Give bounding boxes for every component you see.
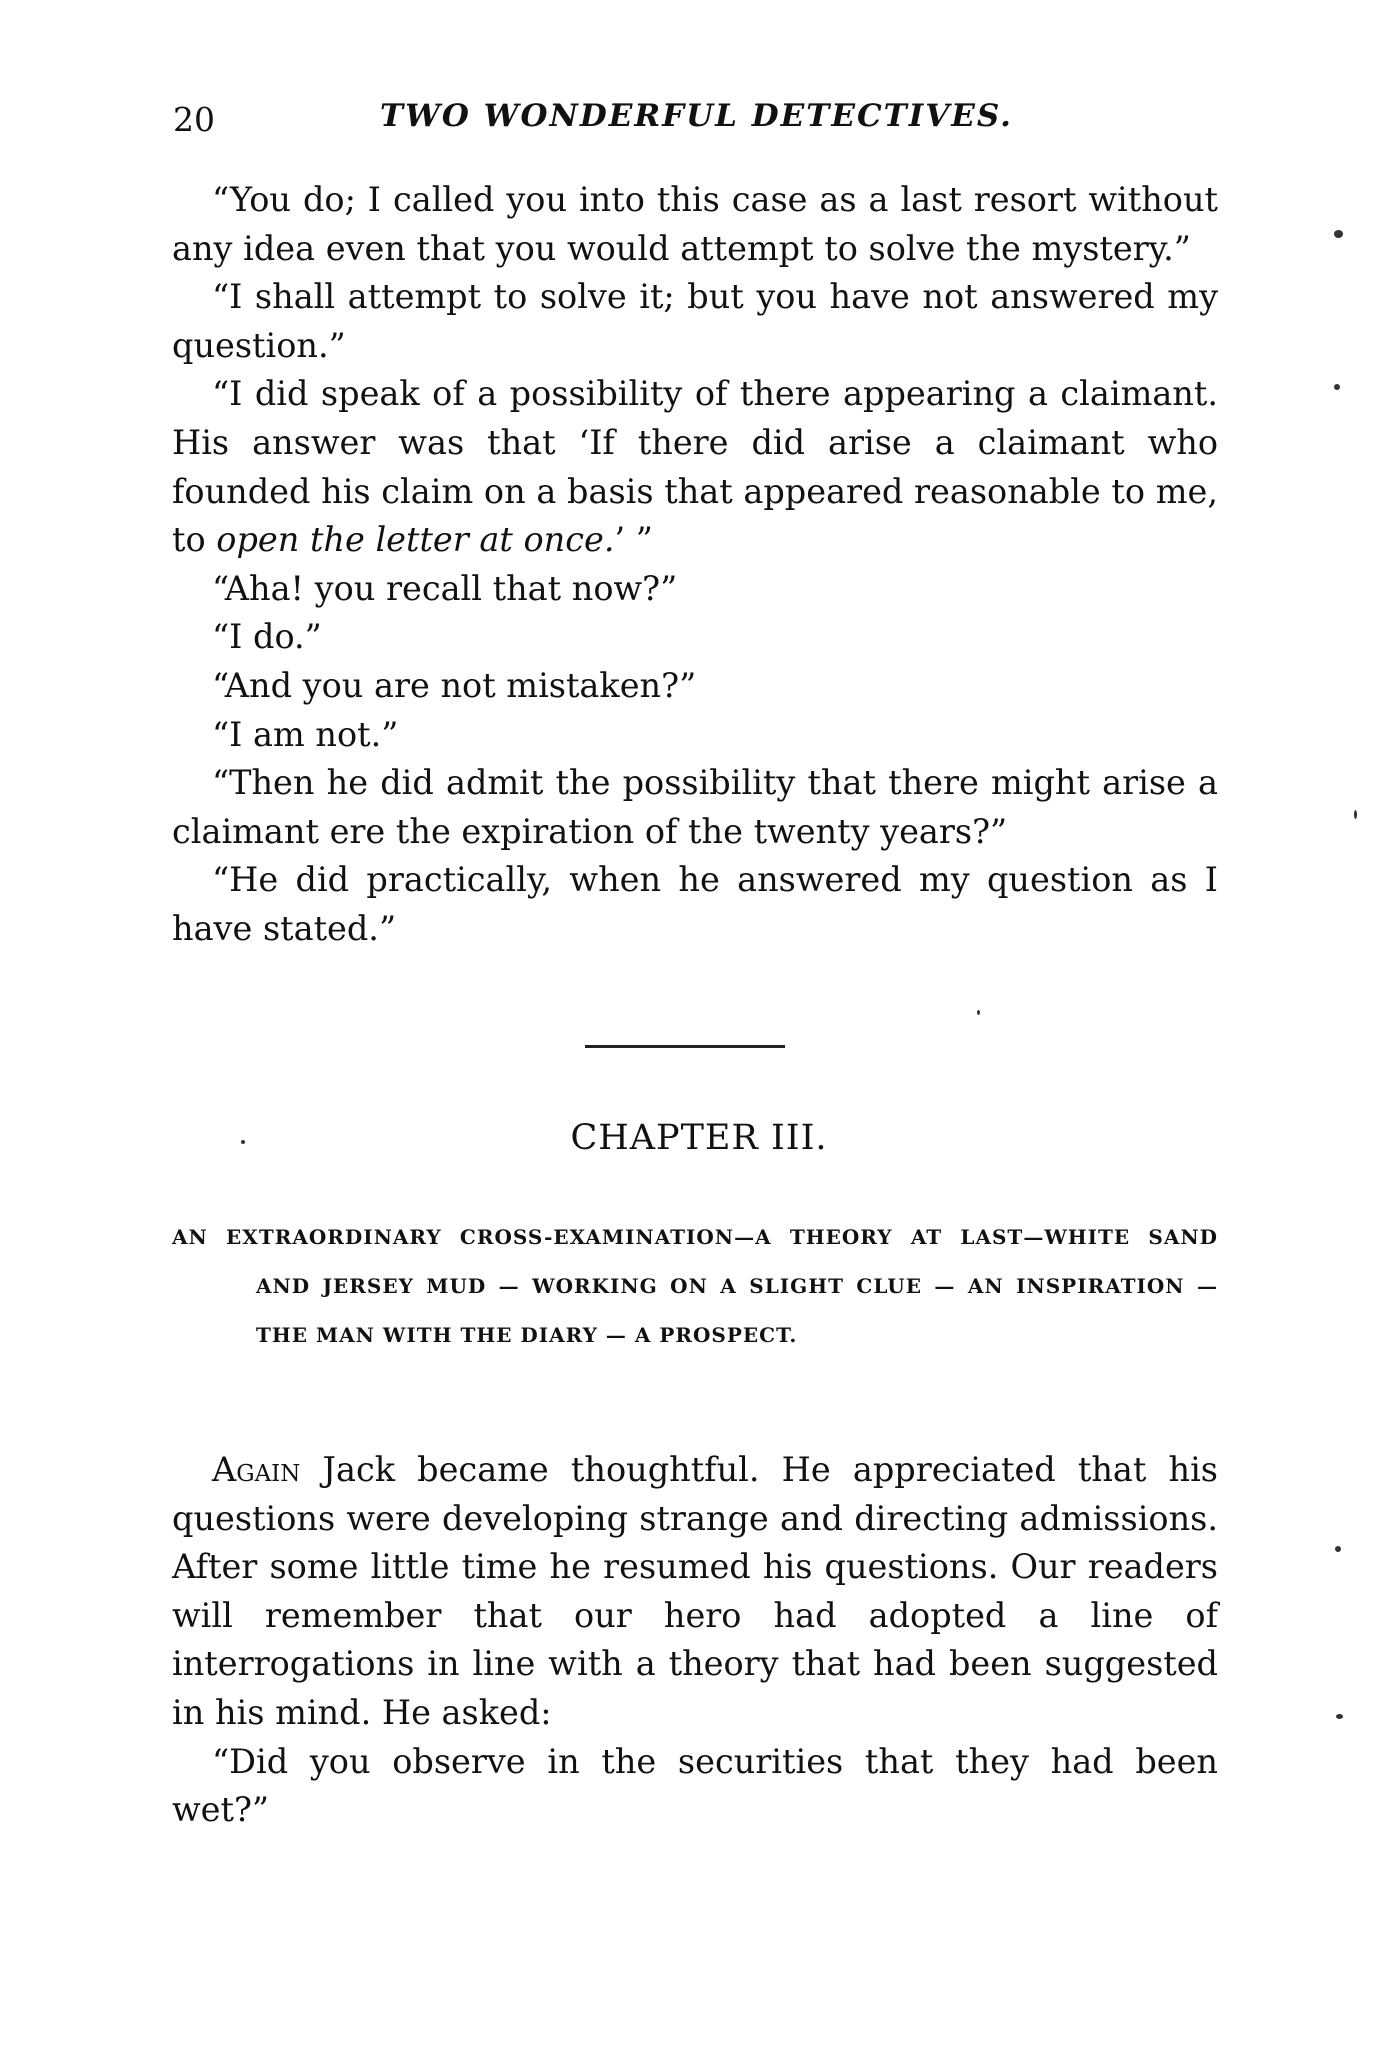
ink-speck bbox=[1335, 1546, 1341, 1552]
paragraph-text: “I did speak of a possibility of there appearing a claimant. His answer was that ‘If there did arise a claimant who founded his claim on a basis that appeared reasonable to me, to bbox=[172, 374, 1218, 560]
ink-speck bbox=[1334, 230, 1343, 238]
paragraph: “Then he did admit the possibility that there might arise a claimant ere the expiration of the twenty years?” bbox=[172, 763, 1218, 851]
narrative-section bbox=[172, 1446, 1218, 1835]
paragraph: “I am not.” bbox=[212, 714, 399, 754]
ink-speck bbox=[1354, 810, 1357, 819]
paragraph: “I shall attempt to solve it; but you have not answered my question.” bbox=[172, 277, 1218, 365]
ink-speck bbox=[241, 1140, 245, 1144]
paragraph-text: ’ ” bbox=[614, 520, 653, 560]
paragraph bbox=[172, 1446, 1218, 1738]
paragraph: “Did you observe in the securities that they had been wet?” bbox=[172, 1741, 1218, 1830]
ink-speck bbox=[1336, 1714, 1343, 1719]
paragraph: “You do; I called you into this case as a last resort without any idea even that you would attempt to solve the mystery.” bbox=[172, 180, 1218, 268]
dialogue-section bbox=[172, 176, 1218, 954]
opening-word: Again bbox=[212, 1450, 301, 1489]
chapter-title: CHAPTER III. bbox=[570, 1118, 828, 1158]
chapter-synopsis: AN EXTRAORDINARY CROSS-EXAMINATION—A THEORY AT LAST—WHITE SAND AND JERSEY MUD — WORKING ON A SLIGHT CLUE — AN INSPIRATION — THE MAN WITH THE DIARY — A PROSPECT. bbox=[172, 1225, 1218, 1347]
page-number: 20 bbox=[173, 100, 215, 139]
section-divider bbox=[585, 1045, 785, 1048]
emphasized-text: open the letter at once. bbox=[216, 520, 615, 560]
paragraph: “He did practically, when he answered my question as I have stated.” bbox=[172, 860, 1218, 948]
running-head: TWO WONDERFUL DETECTIVES. bbox=[380, 98, 1013, 134]
ink-speck bbox=[1334, 384, 1340, 390]
paragraph bbox=[172, 370, 1218, 564]
paragraph: “Aha! you recall that now?” bbox=[212, 568, 678, 608]
paragraph-text: Jack became thoughtful. He appreciated that his questions were developing strange and directing admissions. After some little time he resumed his questions. Our readers will remember that our hero had adopted a line of interrogations in line with a theory that had been suggested in his mind. He asked: bbox=[172, 1450, 1218, 1732]
paragraph: “And you are not mistaken?” bbox=[212, 665, 697, 705]
ink-speck bbox=[977, 1010, 980, 1015]
paragraph: “I do.” bbox=[212, 617, 322, 657]
